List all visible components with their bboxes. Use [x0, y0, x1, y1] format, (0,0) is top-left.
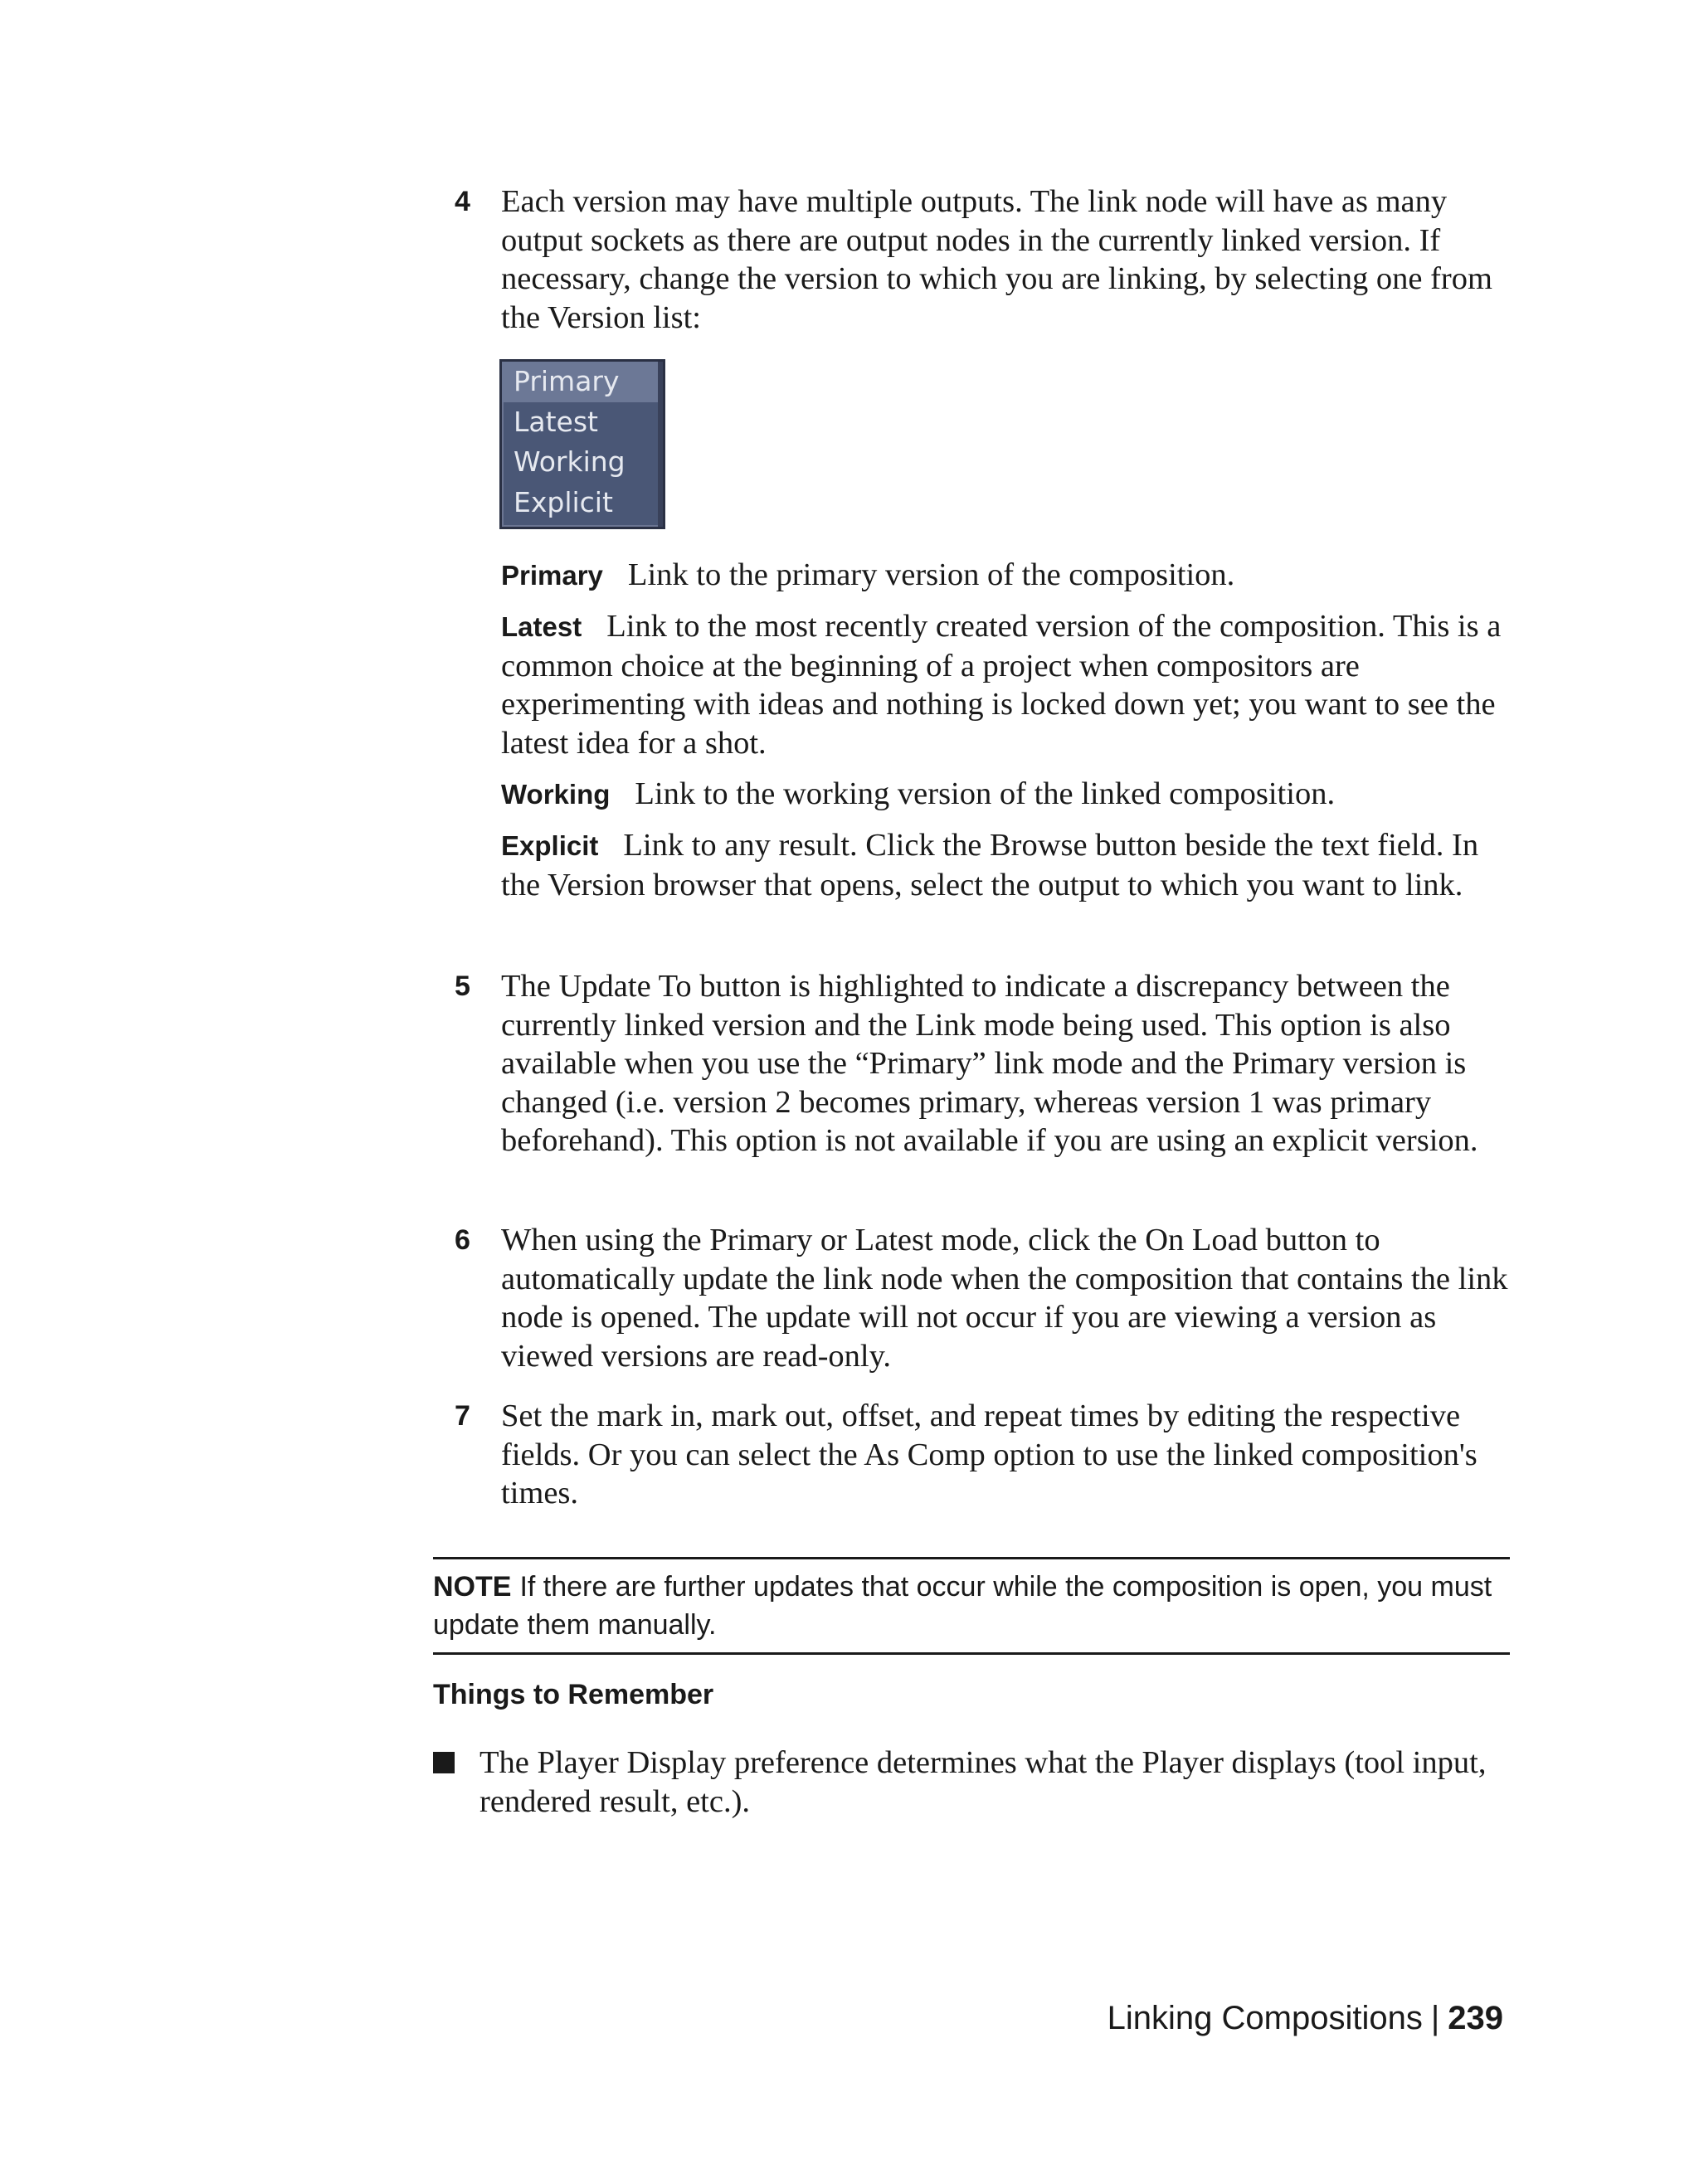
term-description: Link to the working version of the linked composition.: [635, 776, 1336, 811]
footer-separator: |: [1430, 2000, 1440, 2036]
term-working: [501, 775, 1510, 815]
step-text: When using the Primary or Latest mode, click the On Load button to automatically update the link node when the composition that contains the link node is opened. The update will not occur if you are viewing a version as viewed versions are read-only.: [501, 1223, 1508, 1374]
version-list[interactable]: [499, 359, 665, 529]
note-text: If there are further updates that occur while the composition is open, you must update them manually.: [433, 1571, 1492, 1641]
term-description: Link to any result. Click the Browse button beside the text field. In the Version browser that opens, select the output to which you want to link.: [501, 828, 1479, 902]
page-footer: [1108, 1997, 1503, 2039]
step-number: 5: [455, 970, 470, 1002]
bullet-text: The Player Display preference determines what the Player displays (tool input, rendered result, etc.).: [480, 1745, 1487, 1819]
step-5: [455, 967, 1510, 1160]
term-primary: [501, 556, 1510, 596]
note-box: [433, 1557, 1510, 1655]
term-latest: [501, 607, 1510, 762]
step-text: Set the mark in, mark out, offset, and repeat times by editing the respective fields. Or you can select the As Comp option to use the linked composition's times.: [501, 1398, 1477, 1510]
note-label: NOTE: [433, 1571, 512, 1603]
term-name: Primary: [501, 560, 603, 591]
term-description: Link to the most recently created version of the composition. This is a common choice at the beginning of a project when compositors are experimenting with ideas and nothing is locked down yet; you want to see the latest idea for a shot.: [501, 609, 1502, 761]
version-option-working[interactable]: Working: [514, 445, 626, 478]
step-7: [455, 1397, 1510, 1513]
version-option-primary[interactable]: Primary: [502, 362, 663, 402]
step-number: 4: [455, 186, 470, 217]
term-explicit: [501, 826, 1510, 904]
square-bullet-icon: [433, 1752, 455, 1773]
step-6: [455, 1221, 1510, 1375]
version-option-latest[interactable]: Latest: [514, 405, 598, 438]
version-list-scrollbar: [658, 362, 663, 527]
bullet-item: [433, 1744, 1510, 1821]
footer-chapter-title: Linking Compositions: [1107, 2000, 1423, 2036]
term-name: Latest: [501, 611, 582, 642]
term-name: Explicit: [501, 830, 599, 861]
step-text: Each version may have multiple outputs. The link node will have as many output sockets as there are output nodes in the currently linked version. If necessary, change the version to which you are linking, by selecting one from the Version list:: [501, 184, 1492, 335]
step-number: 6: [455, 1224, 470, 1256]
page-number: 239: [1448, 2000, 1503, 2036]
step-text: The Update To button is highlighted to indicate a discrepancy between the currently linked version and the Link mode being used. This option is also available when you use the “Primary” link mode and the Primary version is changed (i.e. version 2 becomes primary, whereas version 1 was primary beforehand). This option is not available if you are using an explicit version.: [501, 969, 1478, 1158]
step-number: 7: [455, 1400, 470, 1432]
term-name: Working: [501, 779, 611, 810]
version-option-explicit[interactable]: Explicit: [514, 485, 613, 518]
step-4: [455, 182, 1510, 337]
section-heading: Things to Remember: [433, 1679, 714, 1710]
term-description: Link to the primary version of the composition.: [627, 557, 1235, 592]
